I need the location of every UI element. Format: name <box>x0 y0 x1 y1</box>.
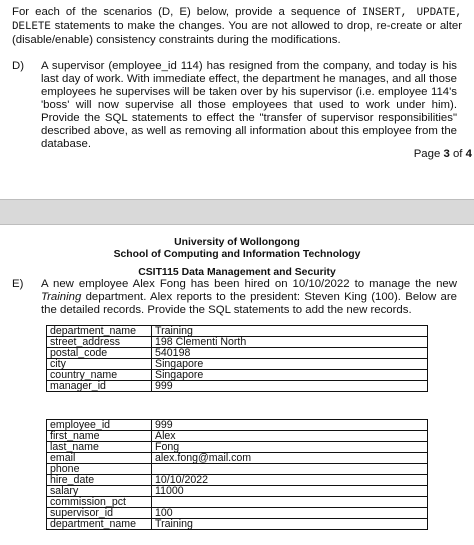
field-name: last_name <box>47 442 152 453</box>
field-value: 999 <box>152 420 428 431</box>
page-separator-edge-top <box>0 199 474 200</box>
field-value: 999 <box>152 381 428 392</box>
field-name: supervisor_id <box>47 508 152 519</box>
page-number-total: 4 <box>465 148 472 160</box>
sql-keywords: INSERT, UPDATE, DELETE <box>12 7 462 33</box>
table-row <box>47 508 428 519</box>
field-name: city <box>47 359 152 370</box>
field-name: department_name <box>47 326 152 337</box>
table-row <box>47 431 428 442</box>
item-d-text: A supervisor (employee_id 114) has resigned from the company, and today is his last day of work. With immediate effect, the department he manages, and all those employees he supervises will be taken over by his supervisor (i.e. employee 114's 'boss' will now supervise all those employees that used to work under him). Provide the SQL statements to effect the "transfer of supervisor responsibilities" described above, as well as removing all information about this employee from the database. <box>41 60 457 150</box>
field-value: Singapore <box>152 359 428 370</box>
table-row <box>47 420 428 431</box>
university-name: University of Wollongong <box>174 237 300 248</box>
table-row <box>47 381 428 392</box>
field-value: 11000 <box>152 486 428 497</box>
field-value: 10/10/2022 <box>152 475 428 486</box>
field-value: Training <box>152 519 428 530</box>
department-record-table <box>46 325 428 392</box>
field-name: salary <box>47 486 152 497</box>
field-value: Fong <box>152 442 428 453</box>
item-e-label: E) <box>12 278 24 290</box>
field-name: phone <box>47 464 152 475</box>
field-name: commission_pct <box>47 497 152 508</box>
field-value: 100 <box>152 508 428 519</box>
table-row <box>47 442 428 453</box>
field-name: department_name <box>47 519 152 530</box>
item-e-department: Training <box>41 291 82 303</box>
field-name: street_address <box>47 337 152 348</box>
field-value: Alex <box>152 431 428 442</box>
item-e-text-end: department. Alex reports to the president: Steven King (100). Below are the detailed records. Provide the SQL statements to add the new records. <box>41 291 457 316</box>
field-value <box>152 497 428 508</box>
page-separator <box>0 199 474 225</box>
field-value: 540198 <box>152 348 428 359</box>
field-value: alex.fong@mail.com <box>152 453 428 464</box>
page-number-current: 3 <box>443 148 450 160</box>
item-e-text <box>41 278 457 317</box>
field-name: manager_id <box>47 381 152 392</box>
table-row <box>47 370 428 381</box>
table-row <box>47 519 428 530</box>
field-value: Training <box>152 326 428 337</box>
table-row <box>47 497 428 508</box>
table-row <box>47 453 428 464</box>
page-number <box>414 148 472 161</box>
instructions-text-end: statements to make the changes. You are not allowed to drop, re-create or alter (disable/enable) consistency constraints during the modifications. <box>12 20 462 46</box>
course-title: CSIT115 Data Management and Security <box>138 267 336 278</box>
table-row <box>47 359 428 370</box>
table-row <box>47 486 428 497</box>
field-value: 198 Clementi North <box>152 337 428 348</box>
table-row <box>47 337 428 348</box>
page-number-middle: of <box>449 148 466 160</box>
scenario-instructions <box>12 6 462 47</box>
field-name: hire_date <box>47 475 152 486</box>
field-value <box>152 464 428 475</box>
page-number-prefix: Page <box>413 148 444 160</box>
item-d-label: D) <box>12 60 25 72</box>
field-name: country_name <box>47 370 152 381</box>
field-name: first_name <box>47 431 152 442</box>
field-name: employee_id <box>47 420 152 431</box>
instructions-text-start: For each of the scenarios (D, E) below, provide a sequence of <box>12 6 362 18</box>
table-row <box>47 464 428 475</box>
field-value: Singapore <box>152 370 428 381</box>
item-e-text-start: A new employee Alex Fong has been hired on 10/10/2022 to manage the new <box>41 278 457 290</box>
table-row <box>47 326 428 337</box>
field-name: postal_code <box>47 348 152 359</box>
table-row <box>47 475 428 486</box>
school-name: School of Computing and Information Technology <box>113 249 361 260</box>
document-page-3 <box>0 0 474 199</box>
document-page-4 <box>0 225 474 545</box>
field-name: email <box>47 453 152 464</box>
employee-record-table <box>46 419 428 530</box>
table-row <box>47 348 428 359</box>
